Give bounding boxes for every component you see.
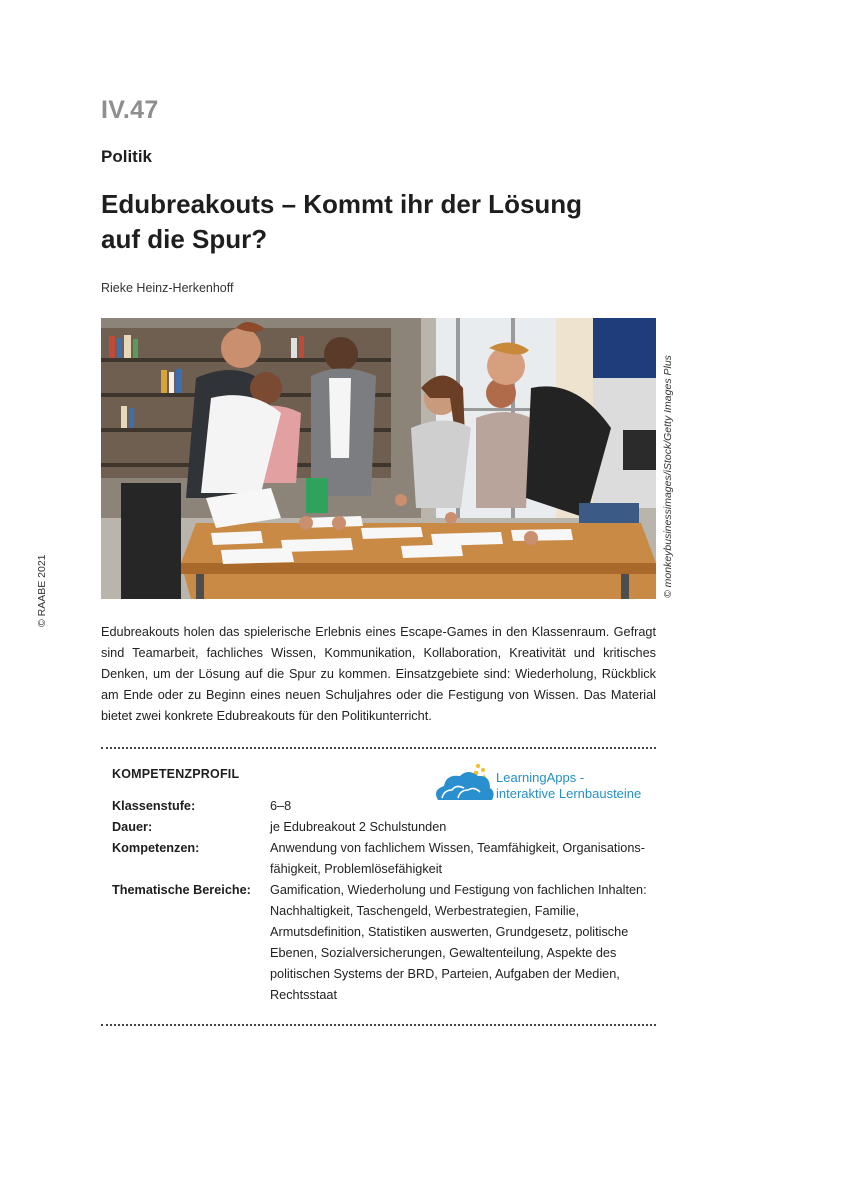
intro-paragraph: Edubreakouts holen das spielerische Erlebnis eines Escape-Games in den Klassenraum. Gefragt sind Teamarbeit, fachliches Wissen, Kommunikation, Kollaboration, Kreativität und kritisches Denken, um der Lösung auf die Spur zu kommen. Einsatzgebiete sind: Wiederholung, Rückblick am Ende oder zu Beginn eines neuen Schuljahres oder die Festigung von Wissen. Das Material bietet zwei konkrete Edubreakouts für den Politikunterricht. xyxy=(101,625,656,723)
author-name: Rieke Heinz-Herkenhoff xyxy=(101,281,234,295)
profile-value: Anwendung von fachlichem Wissen, Teamfähigkeit, Organisationsfähigkeit, Problemlösefähigkeit xyxy=(270,841,645,876)
competence-profile-heading: KOMPETENZPROFIL xyxy=(112,767,240,781)
page-title xyxy=(101,187,661,257)
profile-value: 6–8 xyxy=(270,799,292,813)
classroom-photo-illustration xyxy=(101,318,656,599)
title-line-2: auf die Spur? xyxy=(101,224,268,254)
photo-credit: © monkeybusinessimages/iStock/Getty Images Plus xyxy=(662,355,674,598)
profile-value: Gamification, Wiederholung und Festigung von fachlichen Inhalten: Nachhaltigkeit, Taschengeld, Werbestrategien, Familie, Armutsdefinition, Statistiken auswerten, Grundgesetz, politische Ebenen, Sozialversicherungen, Gewaltenteilung, Aspekte des politischen Systems der BRD, Parteien, Aufgaben der Medien, Rechtsstaat xyxy=(270,883,647,1002)
subject-label: Politik xyxy=(101,147,153,166)
profile-row-grade xyxy=(112,796,652,817)
copyright-notice: © RAABE 2021 xyxy=(36,554,48,627)
title-line-1: Edubreakouts – Kommt ihr der Lösung xyxy=(101,189,583,219)
competence-profile-table xyxy=(112,796,652,1006)
profile-label: Thematische Bereiche: xyxy=(112,883,251,897)
logo-line-2: interaktive Lernbausteine xyxy=(496,786,642,801)
profile-label: Klassenstufe: xyxy=(112,799,196,813)
profile-row-competences xyxy=(112,838,652,880)
profile-label: Kompetenzen: xyxy=(112,841,200,855)
profile-label: Dauer: xyxy=(112,820,153,834)
profile-value: je Edubreakout 2 Schulstunden xyxy=(270,820,447,834)
divider-bottom xyxy=(101,1024,656,1026)
profile-row-topics xyxy=(112,880,652,1006)
classroom-photo xyxy=(101,318,656,599)
divider-top xyxy=(101,747,656,749)
logo-line-1: LearningApps - xyxy=(496,770,585,785)
profile-row-duration xyxy=(112,817,652,838)
document-code: IV.47 xyxy=(101,96,159,124)
